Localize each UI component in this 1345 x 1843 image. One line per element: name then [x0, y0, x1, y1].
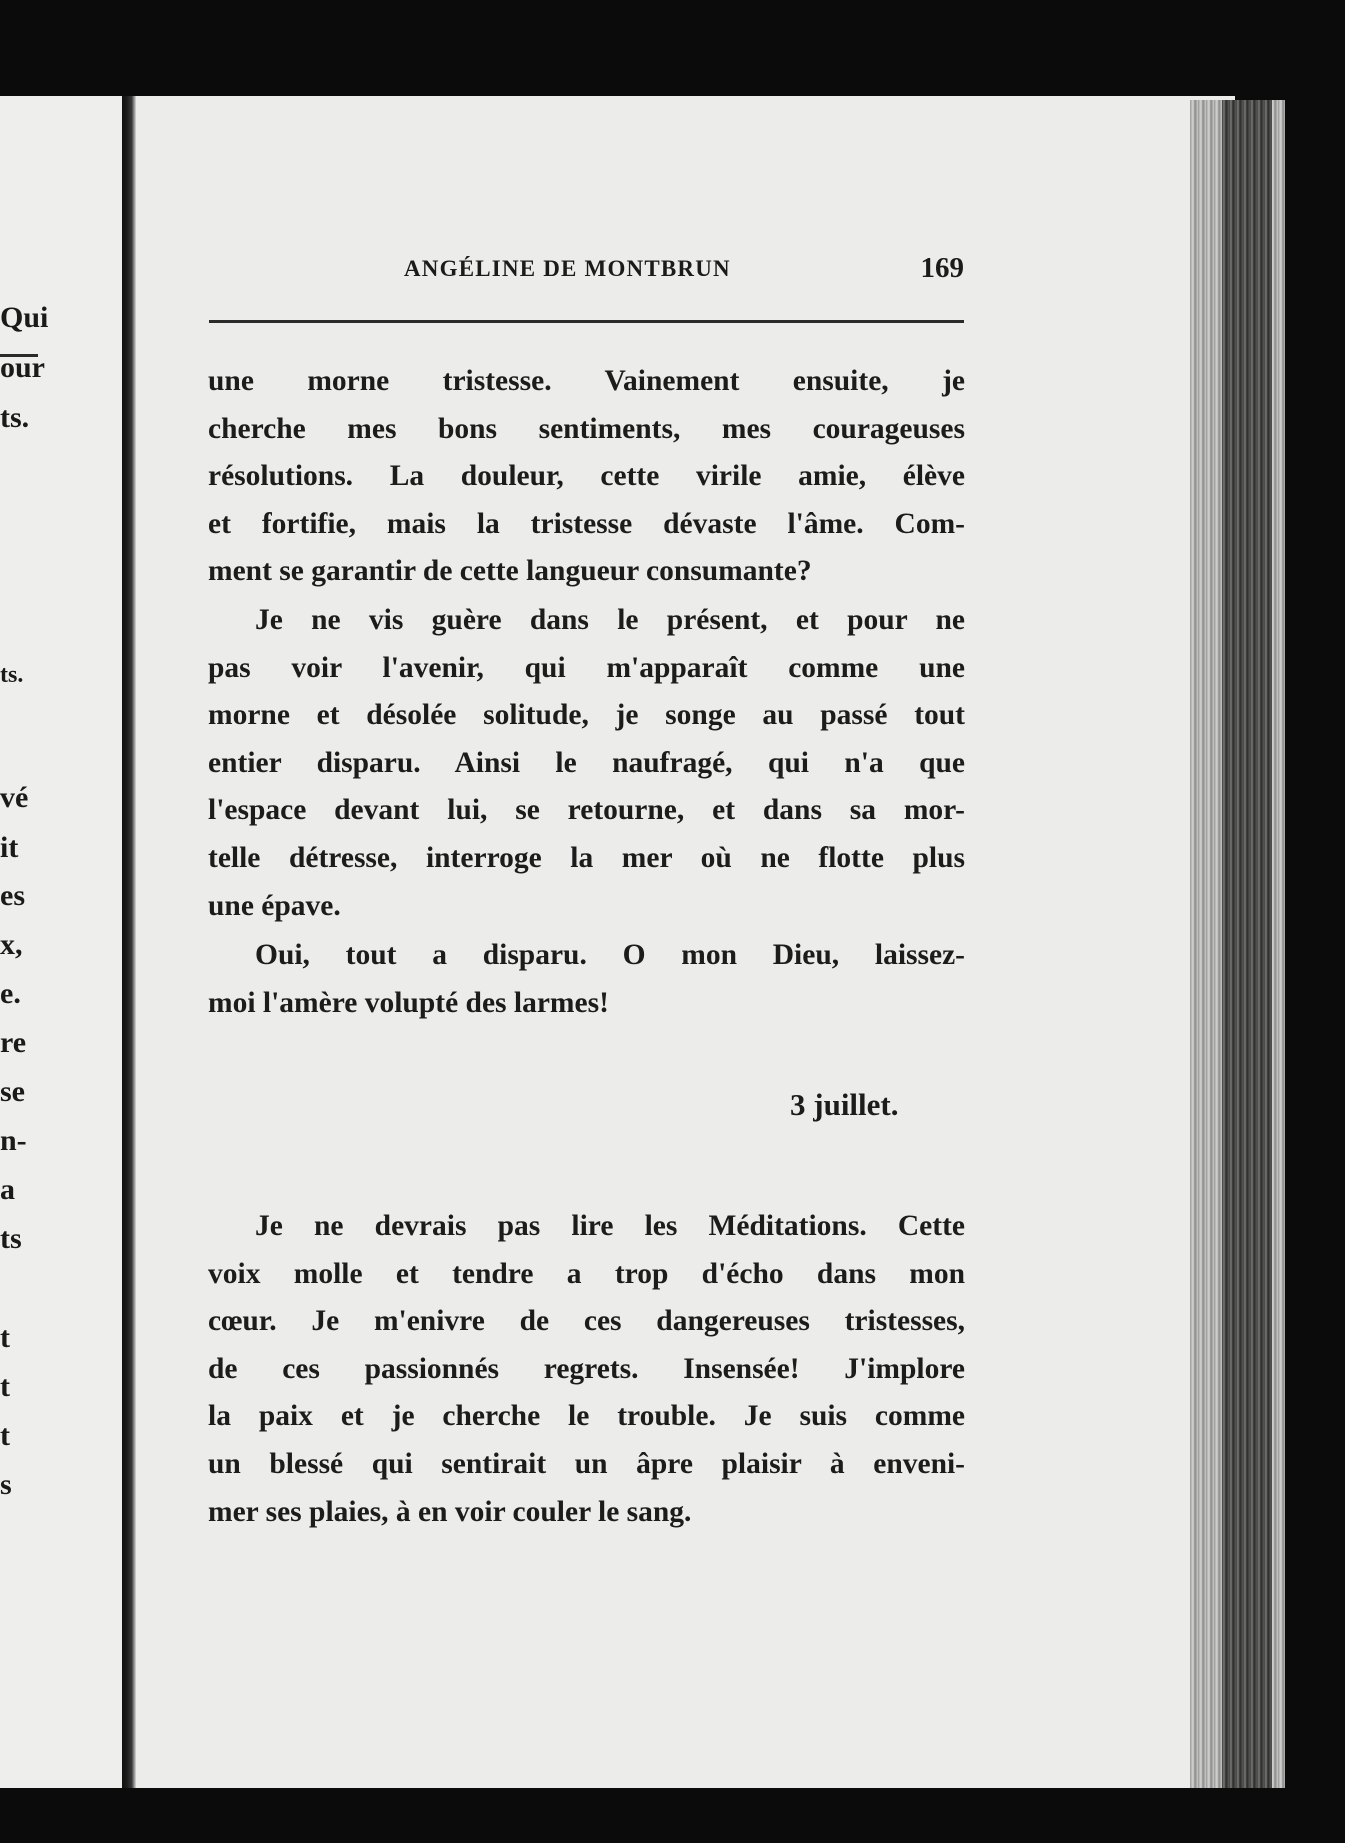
- fragment-text: it: [0, 831, 19, 864]
- fragment-text: ts: [0, 1222, 22, 1255]
- running-head: ANGÉLINE DE MONTBRUN: [404, 256, 731, 281]
- fragment-text: s: [0, 1468, 12, 1501]
- fragment-text: a: [0, 1173, 15, 1206]
- fragment-text: se: [0, 1075, 25, 1108]
- fragment-text: vé: [0, 781, 29, 814]
- fragment-text: es: [0, 879, 25, 912]
- fragment-text: n-: [0, 1124, 27, 1157]
- paragraph: [208, 932, 965, 1027]
- text-line: mer ses plaies, à en voir couler le sang.: [208, 1495, 692, 1528]
- fragment-text: our: [0, 351, 45, 384]
- book-gutter: [122, 96, 136, 1788]
- text-line: voix molle et tendre a trop d'écho dans mon: [208, 1257, 965, 1290]
- fragment-text: ts.: [0, 401, 30, 434]
- text-line: Je ne devrais pas lire les Méditations. Cette: [255, 1210, 965, 1242]
- text-line: une épave.: [208, 889, 341, 922]
- text-line: et fortifie, mais la tristesse dévaste l'âme. Com-: [208, 507, 965, 540]
- paragraph: [208, 1203, 965, 1536]
- fragment-text: x,: [0, 928, 23, 961]
- text-line: entier disparu. Ainsi le naufragé, qui n'a que: [208, 746, 965, 779]
- page-number: 169: [920, 252, 964, 284]
- text-line: moi l'amère volupté des larmes!: [208, 986, 609, 1019]
- fragment-text: t: [0, 1321, 10, 1354]
- text-line: ment se garantir de cette langueur consumante?: [208, 555, 812, 588]
- page-edges-shadow: [1222, 100, 1272, 1788]
- fragment-text: t: [0, 1419, 10, 1452]
- text-line: résolutions. La douleur, cette virile amie, élève: [208, 460, 965, 493]
- page-header: [209, 252, 964, 292]
- text-line: un blessé qui sentirait un âpre plaisir à enveni-: [208, 1447, 965, 1480]
- text-line: une morne tristesse. Vainement ensuite, je: [208, 365, 965, 397]
- paragraph: [208, 597, 965, 930]
- paragraph: [208, 358, 965, 596]
- text-line: la paix et je cherche le trouble. Je suis comme: [208, 1400, 965, 1433]
- text-line: cœur. Je m'enivre de ces dangereuses tristesses,: [208, 1305, 965, 1338]
- text-line: Je ne vis guère dans le présent, et pour ne: [255, 604, 965, 636]
- previous-page-edge: [0, 96, 122, 1788]
- text-line: pas voir l'avenir, qui m'apparaît comme une: [208, 651, 965, 684]
- fragment-text: ts.: [0, 662, 24, 688]
- text-line: de ces passionnés regrets. Insensée! J'implore: [208, 1352, 965, 1385]
- header-rule: [209, 320, 964, 323]
- fragment-text: Qui: [0, 301, 49, 334]
- text-line: Oui, tout a disparu. O mon Dieu, laissez-: [255, 939, 965, 971]
- fragment-text: t: [0, 1370, 10, 1403]
- text-line: l'espace devant lui, se retourne, et dans sa mor-: [208, 794, 965, 827]
- text-line: morne et désolée solitude, je songe au passé tout: [208, 699, 965, 732]
- text-line: telle détresse, interroge la mer où ne flotte plus: [208, 841, 965, 874]
- date-heading: 3 juillet.: [790, 1087, 899, 1122]
- fragment-text: e.: [0, 977, 21, 1010]
- text-line: cherche mes bons sentiments, mes courageuses: [208, 412, 965, 445]
- fragment-text: re: [0, 1026, 27, 1059]
